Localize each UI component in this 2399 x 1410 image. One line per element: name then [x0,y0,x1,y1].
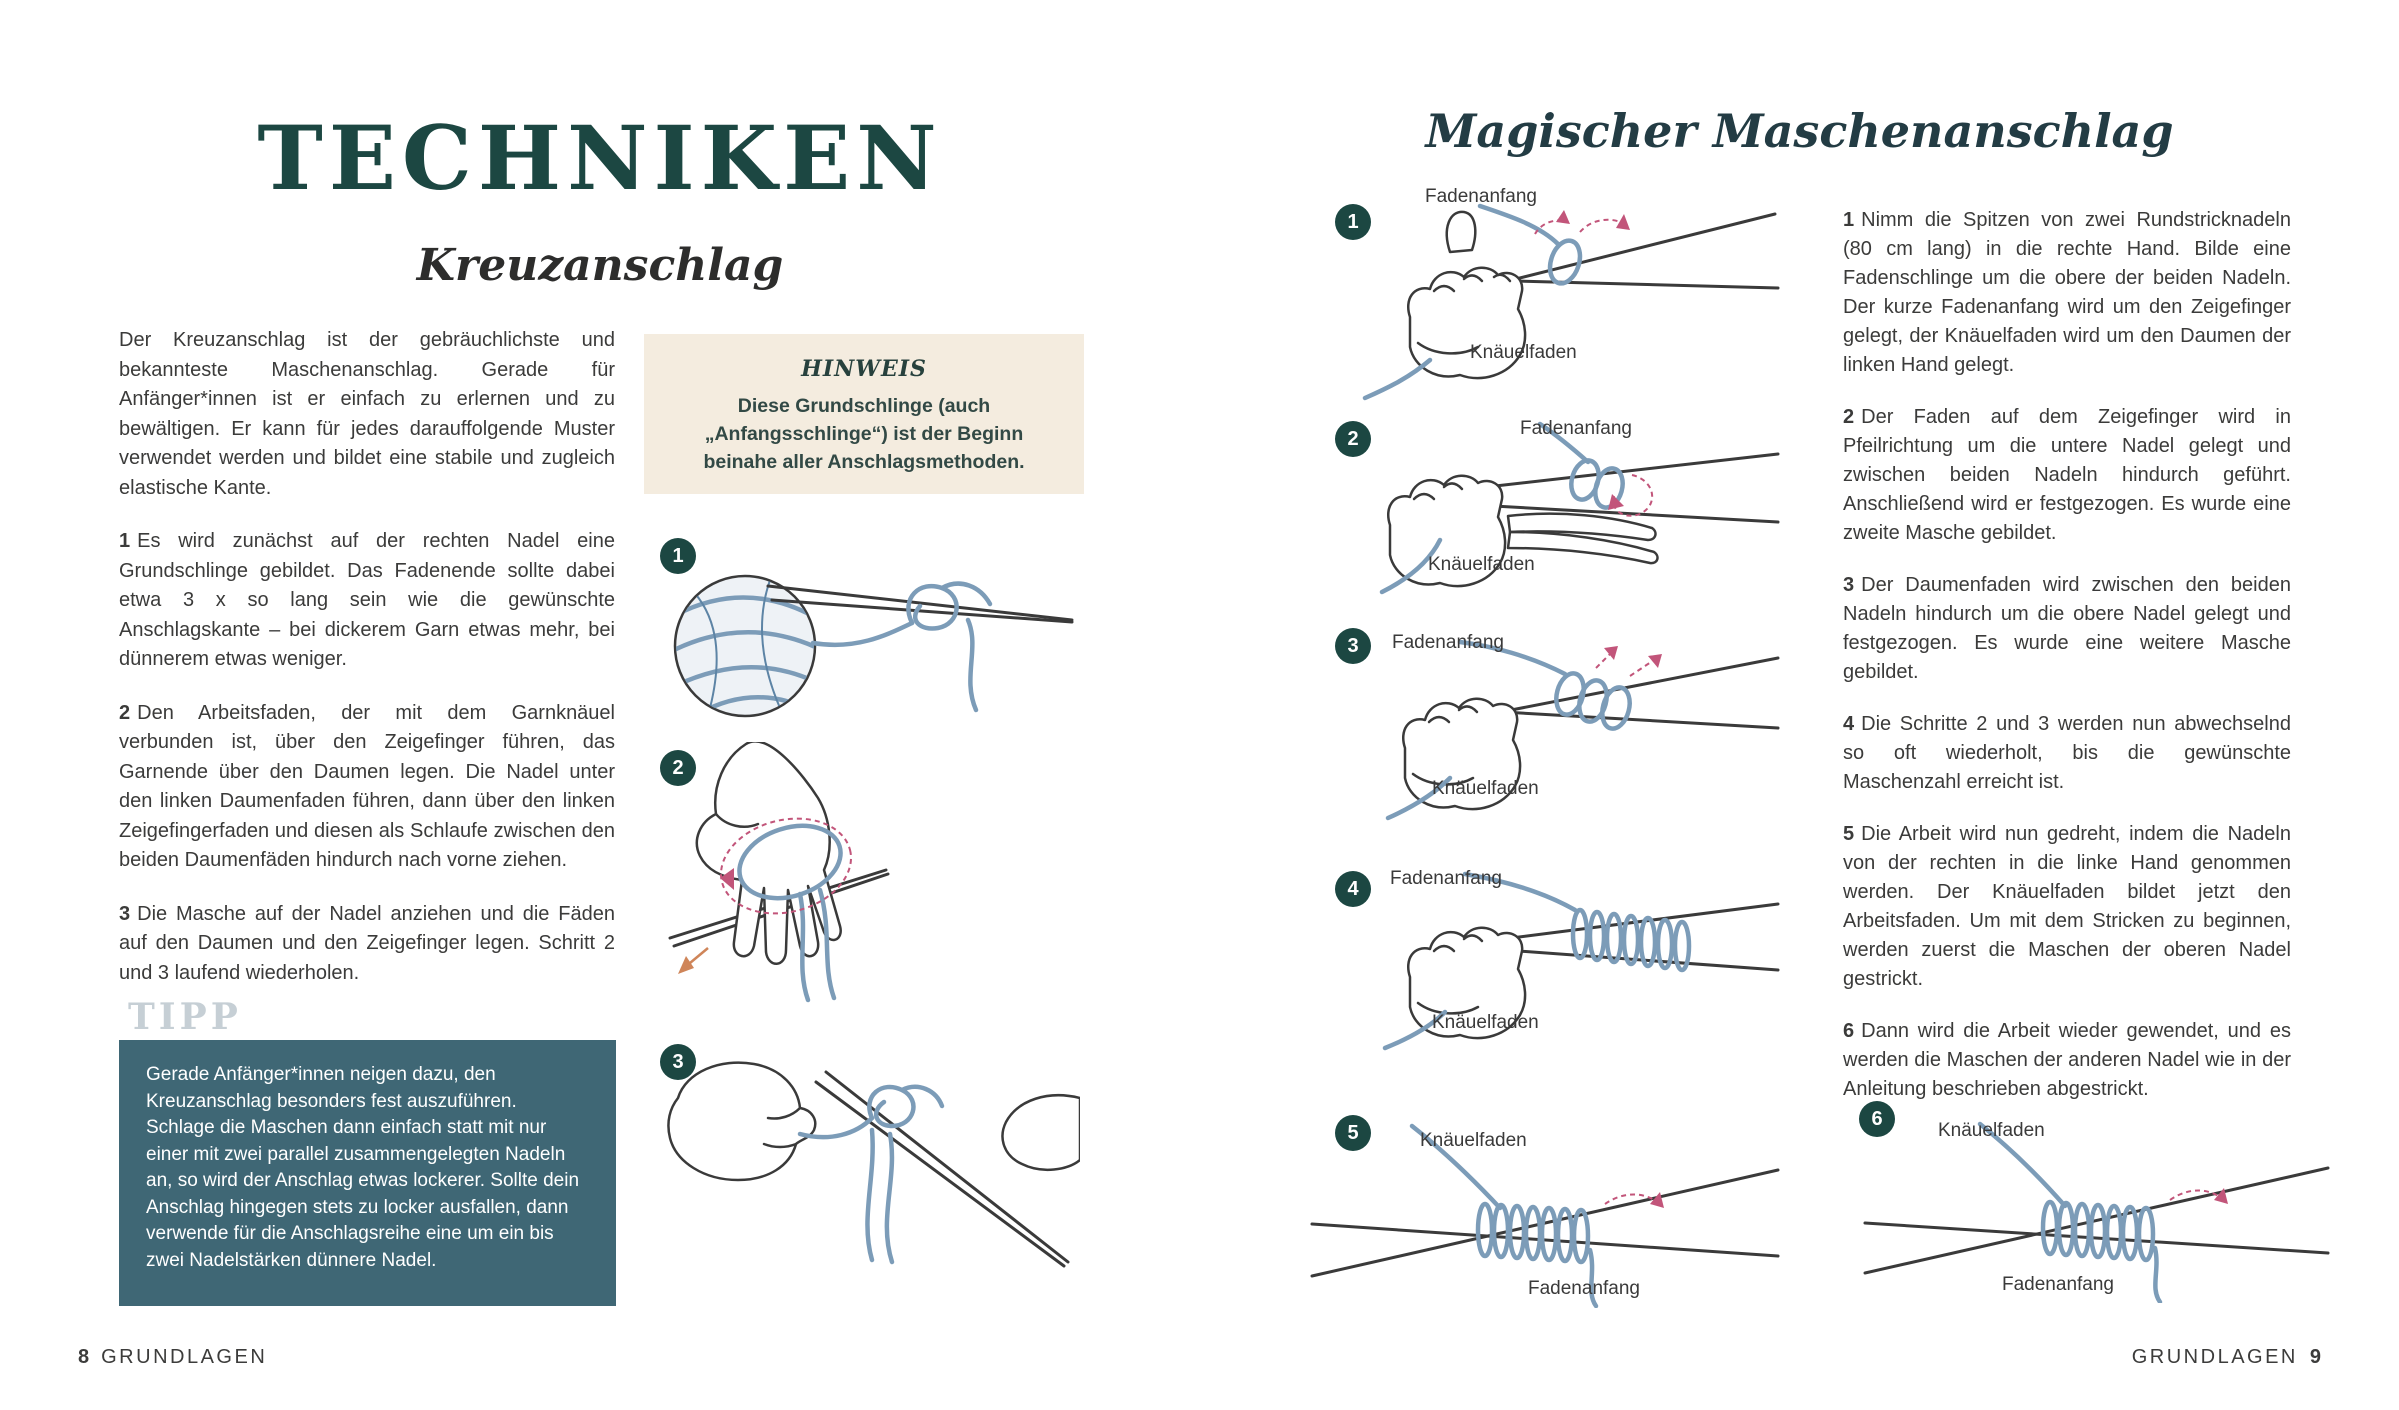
step-paragraph [119,900,615,989]
section-subtitle: Kreuzanschlag [416,240,784,291]
figure-label: Fadenanfang [2002,1274,2114,1295]
step-paragraph [1843,1017,2291,1104]
yarn-loop [1545,237,1585,287]
step-paragraph [119,527,615,675]
intro-paragraph: Der Kreuzanschlag ist der gebräuchlichste und bekannteste Maschenanschlag. Gerade für Anfänger*innen ist er einfach zu erlernen und zu bewältigen. Er kann für jedes darauffolgende Muster verwendet werden und bildet eine stabile und zugleich elastische Kante. [119,329,615,499]
figure-label: Knäuelfaden [1432,778,1539,799]
figure-badge: 4 [1335,871,1371,907]
hinweis-text: Diese Grundschlinge (auch „Anfangsschlinge“) ist der Beginn beinahe aller Anschlagsmethoden. [703,395,1025,473]
footer-left [72,1346,273,1369]
yarn-tail [1480,206,1558,244]
step-number: 6 [1843,1020,1855,1042]
step-number: 2 [1843,406,1855,428]
figure-label: Knäuelfaden [1428,554,1535,575]
figure-label: Knäuelfaden [1420,1130,1527,1151]
figure-cast-on-step1-illustration [1330,192,1785,407]
figure-cast-on-step3-illustration [1330,628,1785,833]
step-text: Die Schritte 2 und 3 werden nun abwechselnd so oft wiederholt, bis die gewünschte Maschenzahl erreicht ist. [1843,713,2291,793]
figure-cast-on-step4-illustration [1330,862,1785,1062]
footer-section: GRUNDLAGEN [2131,1346,2298,1368]
tip-heading: TIPP [128,996,242,1038]
step-number: 1 [1843,209,1855,231]
step-text: Die Masche auf der Nadel anziehen und die Fäden auf den Daumen und den Zeigefinger legen. Schritt 2 und 3 laufend wiederholen. [119,902,615,984]
needle-b [1865,1223,2328,1253]
figure-label: Knäuelfaden [1938,1120,2045,1141]
figure-label: Fadenanfang [1528,1278,1640,1299]
step-number: 1 [119,530,131,552]
figure-label: Fadenanfang [1425,186,1537,207]
yarn-tail [2155,1248,2160,1302]
figure-badge: 1 [660,538,696,574]
figure-badge: 2 [660,750,696,786]
tip-box [119,1040,616,1306]
step-text: Nimm die Spitzen von zwei Rundstricknadeln (80 cm lang) in die rechte Hand. Bilde eine Fadenschlinge um die obere der beiden Nadeln. Der kurze Fadenanfang wird um den Zeigefinger gelegt, der Knäuelfaden wird um den Daumen der linken Hand gelegt. [1843,209,2291,376]
figure-yarn-ball-slipknot-illustration [650,528,1080,723]
yarn-strand [813,623,912,645]
figure-badge: 5 [1335,1115,1371,1151]
step-text: Dann wird die Arbeit wieder gewendet, und es werden die Maschen der anderen Nadel wie in der Anleitung beschrieben abgestrickt. [1843,1020,2291,1100]
figure-badge: 6 [1859,1101,1895,1137]
figure-label: Knäuelfaden [1470,342,1577,363]
body-column [1843,206,2291,1127]
hinweis-title: HINWEIS [801,356,927,382]
figure-hand-loop-illustration [650,742,1080,1007]
left-hand [668,1063,815,1180]
figure-label: Fadenanfang [1520,418,1632,439]
step-paragraph [1843,403,2291,548]
page-title: Magischer Maschenanschlag [1425,104,2174,158]
step-text: Den Arbeitsfaden, der mit dem Garnknäuel verbunden ist, über den Zeigefinger führen, das Garnende über den Daumen legen. Die Nadel unter den linken Daumenfaden führen, dann über den linken Zeigefingerfaden und diesen als Schlaufe zwischen den beiden Daumenfäden hindurch nach vorne ziehen. [119,701,615,871]
figure-badge: 3 [660,1044,696,1080]
needle-a [1312,1170,1778,1276]
step-text: Die Arbeit wird nun gedreht, indem die Nadeln von der rechten in die linke Hand genommen werden. Der Knäuelfaden bildet jetzt den Arbeitsfaden. Um mit dem Stricken zu beginnen, werden zuerst die Maschen der oberen Nadel gestrickt. [1843,823,2291,990]
step-number: 3 [119,902,131,925]
footer-right [2126,1346,2327,1369]
step-number: 5 [1843,823,1855,845]
footer-section: GRUNDLAGEN [101,1346,268,1368]
step-paragraph [119,699,615,876]
right-hand [1003,1095,1080,1170]
figure-label: Fadenanfang [1390,868,1502,889]
step-paragraph [1843,820,2291,994]
body-column [119,326,615,1012]
figure-badge: 2 [1335,421,1371,457]
figure-tighten-loop-illustration [650,1038,1080,1283]
step-number: 4 [1843,713,1855,735]
upper-needle [1480,904,1778,942]
working-yarn [1365,360,1430,398]
step-paragraph [1843,710,2291,797]
step-paragraph [1843,206,2291,380]
step-number: 2 [119,701,131,724]
stitch-coil [1478,1204,1588,1262]
hinweis-box [644,334,1084,494]
page-number: 9 [2309,1346,2321,1368]
figure-label: Knäuelfaden [1432,1012,1539,1033]
step-text: Der Faden auf dem Zeigefinger wird in Pfeilrichtung um die untere Nadel gelegt und zwischen beiden Nadeln hindurch geführt. Anschließend wird er festgezogen. Es wurde eine zweite Masche gebildet. [1843,406,2291,544]
figure-turn-work-again-illustration [1850,1098,2340,1303]
index-finger [1447,212,1475,252]
step-text: Der Daumenfaden wird zwischen den beiden Nadeln hindurch um die obere Nadel gelegt und festgezogen. Es wurde eine weitere Masche gebildet. [1843,574,2291,683]
figure-label: Fadenanfang [1392,632,1504,653]
figure-badge: 1 [1335,204,1371,240]
step-paragraph [1843,571,2291,687]
page-title: TECHNIKEN [257,106,943,210]
step-text: Es wird zunächst auf der rechten Nadel eine Grundschlinge gebildet. Das Fadenende sollte dabei etwa 3 x so lang sein wie die gewünschte Anschlagskante – bei dickerem Garn etwas mehr, bei dünnerem etwas weniger. [119,530,615,670]
figure-badge: 3 [1335,628,1371,664]
figure-cast-on-step2-illustration [1330,420,1785,615]
page-number: 8 [78,1346,90,1368]
tip-text: Gerade Anfänger*innen neigen dazu, den Kreuzanschlag besonders fest auszuführen. Schlage die Maschen dann einfach statt mit nur einer mit zwei parallel zusammengelegten Nadeln an, so wird der Anschlag etwas lockerer. Sollte dein Anschlag hingegen stets zu locker ausfallen, dann verwende für die Anschlagsreihe eine um ein bis zwei Nadelstärken dünnere Nadel. [146,1064,580,1271]
step-number: 3 [1843,574,1855,596]
yarn-loop [869,1087,913,1126]
